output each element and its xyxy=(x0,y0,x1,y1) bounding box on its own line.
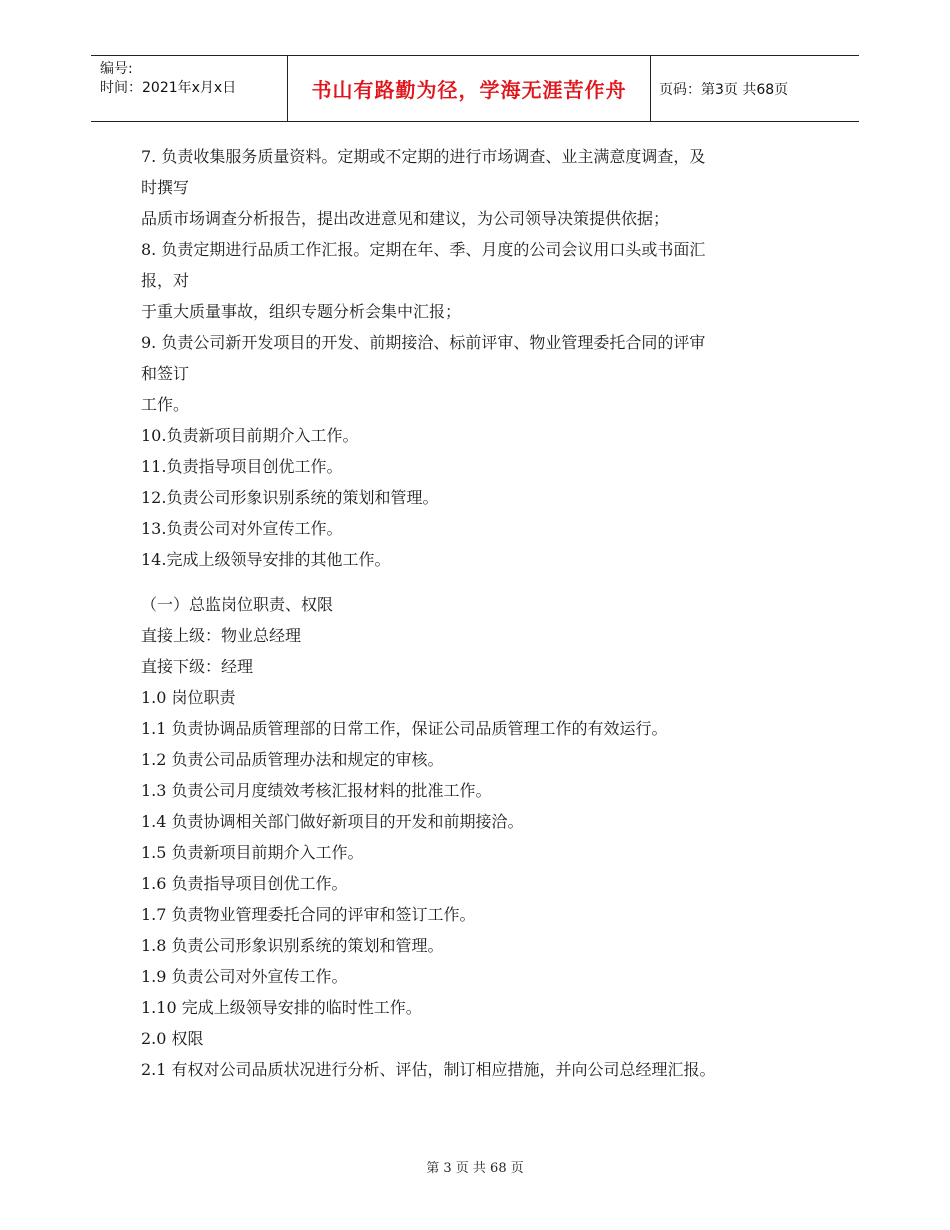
text-line: 10.负责新项目前期介入工作。 xyxy=(141,426,359,445)
text-line: 1.0 岗位职责 xyxy=(141,688,236,707)
header-page-info: 页码：第3页 共68页 xyxy=(659,81,789,98)
text-line: 直接下级：经理 xyxy=(141,657,254,676)
document-body xyxy=(141,141,821,1085)
text-line: 1.1 负责协调品质管理部的日常工作，保证公司品质管理工作的有效运行。 xyxy=(141,719,668,738)
text-line: 直接上级：物业总经理 xyxy=(141,626,302,645)
section-heading: （一）总监岗位职责、权限 xyxy=(141,595,334,614)
text-line: 工作。 xyxy=(141,395,190,414)
text-line: 2.1 有权对公司品质状况进行分析、评估，制订相应措施，并向公司总经理汇报。 xyxy=(141,1060,716,1079)
text-line: 7. 负责收集服务质量资料。定期或不定期的进行市场调查、业主满意度调查，及 xyxy=(141,147,706,166)
text-line: 于重大质量事故，组织专题分析会集中汇报； xyxy=(141,302,462,321)
header-motto: 书山有路勤为径，学海无涯苦作舟 xyxy=(287,56,651,121)
page-header xyxy=(91,55,859,122)
time-label: 时间：2021年x月x日 xyxy=(100,80,237,96)
text-line: 9. 负责公司新开发项目的开发、前期接洽、标前评审、物业管理委托合同的评审 xyxy=(141,333,706,352)
text-line: 1.8 负责公司形象识别系统的策划和管理。 xyxy=(141,936,444,955)
number-label: 编号: xyxy=(100,61,133,77)
text-line: 11.负责指导项目创优工作。 xyxy=(141,457,343,476)
text-line: 1.5 负责新项目前期介入工作。 xyxy=(141,843,364,862)
text-line: 1.6 负责指导项目创优工作。 xyxy=(141,874,348,893)
text-line: 和签订 xyxy=(141,364,190,383)
text-line: 时撰写 xyxy=(141,178,190,197)
text-line: 1.3 负责公司月度绩效考核汇报材料的批准工作。 xyxy=(141,781,492,800)
text-line: 1.9 负责公司对外宣传工作。 xyxy=(141,967,348,986)
section-spacer xyxy=(141,575,821,589)
page-footer: 第 3 页 共 68 页 xyxy=(426,1161,524,1176)
text-line: 1.10 完成上级领导安排的临时性工作。 xyxy=(141,998,422,1017)
text-line: 14.完成上级领导安排的其他工作。 xyxy=(141,550,391,569)
text-line: 8. 负责定期进行品质工作汇报。定期在年、季、月度的公司会议用口头或书面汇 xyxy=(141,240,706,259)
text-line: 12.负责公司形象识别系统的策划和管理。 xyxy=(141,488,439,507)
text-line: 1.7 负责物业管理委托合同的评审和签订工作。 xyxy=(141,905,476,924)
text-line: 品质市场调查分析报告，提出改进意见和建议，为公司领导决策提供依据； xyxy=(141,209,670,228)
text-line: 1.4 负责协调相关部门做好新项目的开发和前期接洽。 xyxy=(141,812,524,831)
text-line: 13.负责公司对外宣传工作。 xyxy=(141,519,343,538)
header-meta xyxy=(91,56,287,121)
text-line: 报，对 xyxy=(141,271,190,290)
text-line: 1.2 负责公司品质管理办法和规定的审核。 xyxy=(141,750,444,769)
text-line: 2.0 权限 xyxy=(141,1029,204,1048)
